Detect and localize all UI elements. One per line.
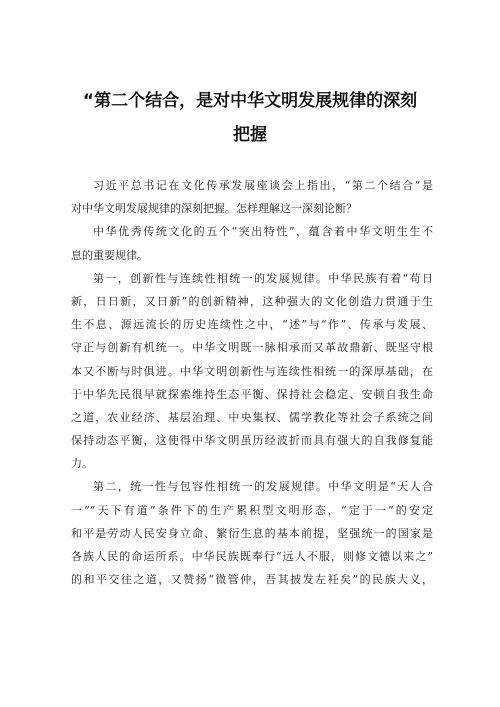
document-body — [71, 174, 433, 591]
body-line: 的和平交往之道，又赞扬“微管仲，吾其披发左衽矣”的民族大义， — [71, 573, 433, 587]
document-title-line-1: “第二个结合，是对中华文明发展规律的深刻 — [82, 91, 418, 111]
body-line: 新，日日新，又日新”的创新精神，这种强大的文化创造力贯通于生 — [71, 294, 433, 308]
body-line: 各族人民的命运所系。中华民族既奉行“远人不服，则修文德以来之” — [71, 550, 433, 563]
body-line: 习近平总书记在文化传承发展座谈会上指出，“第二个结合”是 — [93, 179, 433, 192]
body-line: 和平是劳动人民安身立命、繁衍生息的基本前提，坚强统一的国家是 — [71, 526, 433, 540]
body-line: 之道，农业经济、基层治理、中央集权、儒学教化等社会子系统之间 — [71, 410, 433, 424]
body-line: 本又不断与时俱进。中华文明创新性与连续性相统一的深厚基础，在 — [71, 364, 433, 378]
document-title-line-2: 把握 — [233, 125, 267, 145]
body-line: 于中华先民很早就探索维持生态平衡、保持社会稳定、安顿自我生命 — [71, 387, 433, 401]
body-line: 守正与创新有机统一。中华文明既一脉相承而又革故鼎新、既坚守根 — [71, 341, 433, 355]
body-line: 保持动态平衡，这使得中华文明虽历经波折而具有强大的自我修复能 — [71, 434, 433, 448]
body-line: 对中华文明发展规律的深刻把握。怎样理解这一深刻论断？ — [71, 202, 357, 216]
body-line: 第二，统一性与包容性相统一的发展规律。中华文明是“天人合 — [93, 480, 433, 494]
body-line: 一”“天下有道”条件下的生产累积型文明形态，“定于一”的安定 — [71, 503, 433, 517]
body-line: 力。 — [71, 457, 93, 471]
body-line: 第一，创新性与连续性相统一的发展规律。中华民族有着“苟日 — [93, 271, 433, 285]
body-line: 生不息、源远流长的历史连续性之中，“述”与“作”、传承与发展、 — [71, 318, 433, 332]
body-line: 息的重要规律。 — [71, 248, 148, 262]
body-line: 中华优秀传统文化的五个“突出特性”，蕴含着中华文明生生不 — [93, 225, 433, 239]
